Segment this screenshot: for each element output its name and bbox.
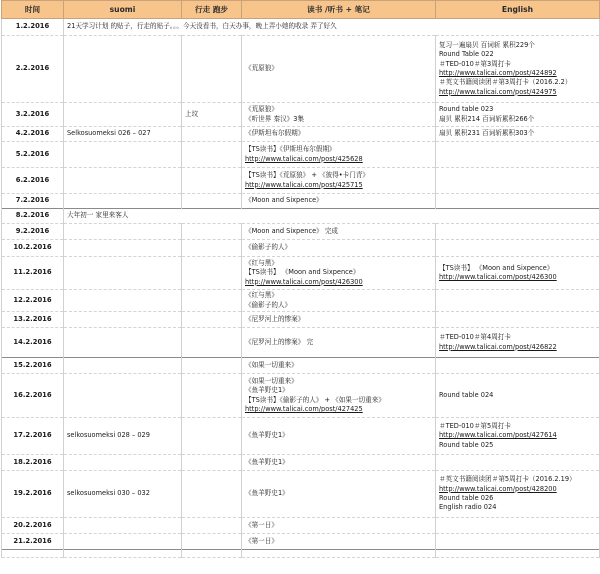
reading-cell[interactable] [242, 550, 436, 558]
english-cell[interactable] [436, 290, 600, 312]
reading-cell[interactable] [242, 328, 436, 358]
post-link[interactable]: http://www.talicai.com/post/428200 [439, 484, 557, 493]
table-row [2, 358, 600, 374]
post-link[interactable]: http://www.talicai.com/post/424892 [439, 69, 557, 77]
date-cell[interactable]: 20.2.2016 [2, 518, 64, 534]
date-cell[interactable]: 16.2.2016 [2, 374, 64, 418]
reading-cell[interactable] [242, 518, 436, 534]
cell-text: 《红与黑》 [245, 258, 278, 267]
table-row [2, 168, 600, 194]
cell-text: 《鱼羊野史1》 [245, 457, 289, 466]
reading-cell[interactable] [242, 240, 436, 257]
suomi-cell[interactable] [64, 36, 182, 103]
date-cell[interactable]: 12.2.2016 [2, 290, 64, 312]
suomi-cell[interactable] [64, 194, 182, 209]
cell-text: Round Table 022 [439, 50, 494, 59]
cell-text: Round table 024 [439, 390, 494, 399]
note-cell[interactable]: 21天学习计划 的贴子，行走的贴子。。。今天没看书，白天办事，晚上弄小她的收录 弄了好久 [64, 19, 600, 36]
date-cell[interactable]: 17.2.2016 [2, 418, 64, 455]
walk-run-cell[interactable] [182, 194, 242, 209]
suomi-cell[interactable] [64, 127, 182, 142]
cell-text: 《如果一切重来》 [245, 376, 298, 385]
english-cell[interactable] [436, 312, 600, 328]
cell-text: Round table 026 [439, 494, 494, 502]
reading-cell[interactable] [242, 224, 436, 240]
post-link[interactable]: http://www.talicai.com/post/426300 [439, 273, 557, 281]
header-reading-notes[interactable]: 读书 /听书 + 笔记 [242, 1, 436, 19]
cell-text: 【TS读书】《荒原狼》 + 《彼得•卡门青》 [245, 171, 370, 180]
cell-text: 《第一日》 [245, 536, 278, 545]
date-cell[interactable]: 9.2.2016 [2, 224, 64, 240]
cell-text: 扇贝 累积214 百词斩累积266个 [439, 114, 535, 123]
date-cell[interactable]: 11.2.2016 [2, 257, 64, 290]
english-cell[interactable] [436, 240, 600, 257]
reading-cell[interactable] [242, 36, 436, 103]
cell-text: 《鱼羊野史1》 [245, 431, 289, 440]
post-link[interactable]: http://www.talicai.com/post/424975 [439, 87, 557, 96]
walk-run-cell[interactable] [182, 127, 242, 142]
cell-text: Round table 025 [439, 440, 494, 449]
walk-run-cell[interactable] [182, 455, 242, 471]
table-row [2, 534, 600, 550]
walk-run-cell[interactable] [182, 534, 242, 550]
table-row [2, 19, 600, 36]
reading-cell[interactable] [242, 168, 436, 194]
reading-cell[interactable] [242, 374, 436, 418]
post-link[interactable]: http://www.talicai.com/post/425628 [245, 154, 363, 163]
cell-text: 《Moon and Sixpence》 [245, 196, 323, 205]
cell-text: 《荒原狼》 [245, 64, 278, 73]
english-cell[interactable] [436, 127, 600, 142]
cell-text: 【TS读书】《偷影子的人》 + 《如果一切重来》 [245, 395, 385, 404]
cell-text: selkosuomeksi 030 – 032 [67, 489, 150, 498]
header-suomi[interactable]: suomi [64, 1, 182, 19]
english-cell[interactable] [436, 418, 600, 455]
walk-run-cell[interactable] [182, 418, 242, 455]
english-cell[interactable] [436, 550, 600, 558]
date-cell[interactable]: 4.2.2016 [2, 127, 64, 142]
date-cell[interactable]: 3.2.2016 [2, 103, 64, 127]
cell-text: 《偷影子的人》 [245, 300, 292, 309]
walk-run-cell[interactable] [182, 103, 242, 127]
date-cell[interactable]: 7.2.2016 [2, 194, 64, 209]
walk-run-cell[interactable] [182, 518, 242, 534]
walk-run-cell[interactable] [182, 240, 242, 257]
table-row [2, 209, 600, 224]
reading-cell[interactable] [242, 194, 436, 209]
header-date[interactable]: 时间 [2, 1, 64, 19]
cell-text: ＃英文书籍阅读团＃第5周打卡（2016.2.19） [439, 475, 576, 484]
cell-text: English radio 024 [439, 503, 497, 512]
english-cell[interactable] [436, 374, 600, 418]
cell-text: 【TS读书】 《Moon and Sixpence》 [439, 263, 554, 272]
suomi-cell[interactable] [64, 358, 182, 374]
cell-text: 《如果一切重来》 [245, 360, 298, 369]
suomi-cell[interactable] [64, 257, 182, 290]
suomi-cell[interactable] [64, 240, 182, 257]
table-row [2, 290, 600, 312]
date-cell[interactable]: 19.2.2016 [2, 471, 64, 518]
reading-cell[interactable] [242, 103, 436, 127]
english-cell[interactable] [436, 328, 600, 358]
english-cell[interactable] [436, 36, 600, 103]
walk-run-cell[interactable] [182, 374, 242, 418]
english-cell[interactable] [436, 142, 600, 168]
walk-run-cell[interactable] [182, 290, 242, 312]
log-body [2, 19, 600, 558]
post-link[interactable]: http://www.talicai.com/post/427614 [439, 431, 557, 440]
table-row [2, 103, 600, 127]
cell-text: Selkosuomeksi 026 – 027 [67, 129, 151, 138]
post-link[interactable]: http://www.talicai.com/post/427425 [245, 404, 363, 413]
english-cell[interactable] [436, 471, 600, 518]
table-row [2, 455, 600, 471]
cell-text: ＃TED-010＃第5周打卡 [439, 421, 511, 430]
walk-run-cell[interactable] [182, 550, 242, 558]
suomi-cell[interactable] [64, 312, 182, 328]
header-walk-run[interactable]: 行走 跑步 [182, 1, 242, 19]
cell-text: selkosuomeksi 028 – 029 [67, 431, 150, 440]
english-cell[interactable] [436, 518, 600, 534]
english-cell[interactable] [436, 257, 600, 290]
cell-text: 《鱼羊野史1》 [245, 489, 289, 498]
reading-cell[interactable] [242, 127, 436, 142]
cell-text: ＃TED-010＃第3周打卡 [439, 59, 511, 68]
date-cell[interactable]: 1.2.2016 [2, 19, 64, 36]
cell-text: 《听世界 秦汉》3集 [245, 114, 305, 123]
suomi-cell[interactable] [64, 455, 182, 471]
table-row [2, 374, 600, 418]
header-row [2, 1, 600, 19]
table-row [2, 312, 600, 328]
note-cell[interactable]: 大年初一 家里来客人 [64, 209, 600, 224]
cell-text: 《荒原狼》 [245, 105, 278, 114]
suomi-cell[interactable] [64, 103, 182, 127]
date-cell[interactable] [2, 550, 64, 558]
date-cell[interactable]: 8.2.2016 [2, 209, 64, 224]
table-row [2, 224, 600, 240]
walk-run-cell[interactable] [182, 168, 242, 194]
cell-text: 《尼罗河上的惨案》 完 [245, 337, 314, 346]
date-cell[interactable]: 15.2.2016 [2, 358, 64, 374]
table-row [2, 550, 600, 558]
cell-text: 《Moon and Sixpence》 完成 [245, 226, 339, 235]
suomi-cell[interactable] [64, 518, 182, 534]
walk-run-cell[interactable] [182, 358, 242, 374]
date-cell[interactable]: 18.2.2016 [2, 455, 64, 471]
date-cell[interactable]: 6.2.2016 [2, 168, 64, 194]
walk-run-cell[interactable] [182, 328, 242, 358]
suomi-cell[interactable] [64, 290, 182, 312]
study-log-table [1, 0, 600, 558]
table-row [2, 418, 600, 455]
cell-text: ＃英文书籍阅读团＃第3周打卡（2016.2.2） [439, 78, 572, 87]
table-row [2, 257, 600, 290]
cell-text: 扇贝 累积231 百词斩累积303个 [439, 129, 535, 138]
cell-text: 《红与黑》 [245, 291, 278, 300]
suomi-cell[interactable] [64, 224, 182, 240]
cell-text: 【TS读书】 《Moon and Sixpence》 [245, 268, 360, 277]
reading-cell[interactable] [242, 471, 436, 518]
table-row [2, 518, 600, 534]
cell-text: 《尼罗河上的惨案》 [245, 314, 305, 323]
cell-text: 《偷影子的人》 [245, 243, 292, 252]
reading-cell[interactable] [242, 312, 436, 328]
walk-run-cell[interactable] [182, 312, 242, 328]
walk-run-cell[interactable] [182, 36, 242, 103]
reading-cell[interactable] [242, 418, 436, 455]
reading-cell[interactable] [242, 142, 436, 168]
english-cell[interactable] [436, 455, 600, 471]
cell-text: 《伊斯坦布尔假期》 [245, 129, 305, 138]
date-cell[interactable]: 10.2.2016 [2, 240, 64, 257]
date-cell[interactable]: 13.2.2016 [2, 312, 64, 328]
date-cell[interactable]: 14.2.2016 [2, 328, 64, 358]
table-row [2, 471, 600, 518]
suomi-cell[interactable] [64, 550, 182, 558]
reading-cell[interactable] [242, 257, 436, 290]
table-row [2, 328, 600, 358]
english-cell[interactable] [436, 534, 600, 550]
post-link[interactable]: http://www.talicai.com/post/426300 [245, 277, 363, 286]
post-link[interactable]: http://www.talicai.com/post/425715 [245, 180, 363, 189]
table-row [2, 127, 600, 142]
english-cell[interactable] [436, 194, 600, 209]
english-cell[interactable] [436, 103, 600, 127]
cell-text: Round table 023 [439, 105, 494, 114]
english-cell[interactable] [436, 358, 600, 374]
suomi-cell[interactable] [64, 142, 182, 168]
suomi-cell[interactable] [64, 328, 182, 358]
reading-cell[interactable] [242, 290, 436, 312]
cell-text: 【TS读书】《伊斯坦布尔假期》 [245, 145, 336, 154]
walk-run-cell[interactable] [182, 224, 242, 240]
suomi-cell[interactable] [64, 471, 182, 518]
date-cell[interactable]: 21.2.2016 [2, 534, 64, 550]
cell-text: 复习一遍扇贝 百词斩 累积229个 [439, 40, 535, 49]
walk-run-cell[interactable] [182, 257, 242, 290]
cell-text: 《鱼羊野史1》 [245, 386, 289, 395]
walk-run-cell[interactable] [182, 471, 242, 518]
english-cell[interactable] [436, 224, 600, 240]
date-cell[interactable]: 5.2.2016 [2, 142, 64, 168]
table-row [2, 194, 600, 209]
cell-text: 上坟 [185, 109, 199, 118]
reading-cell[interactable] [242, 534, 436, 550]
suomi-cell[interactable] [64, 374, 182, 418]
walk-run-cell[interactable] [182, 142, 242, 168]
suomi-cell[interactable] [64, 534, 182, 550]
english-cell[interactable] [436, 168, 600, 194]
table-row [2, 36, 600, 103]
suomi-cell[interactable] [64, 418, 182, 455]
date-cell[interactable]: 2.2.2016 [2, 36, 64, 103]
header-english[interactable]: English [436, 1, 600, 19]
table-row [2, 142, 600, 168]
cell-text: ＃TED-010＃第4周打卡 [439, 333, 511, 342]
table-row [2, 240, 600, 257]
reading-cell[interactable] [242, 455, 436, 471]
reading-cell[interactable] [242, 358, 436, 374]
cell-text: 《第一日》 [245, 520, 278, 529]
post-link[interactable]: http://www.talicai.com/post/426822 [439, 342, 557, 351]
suomi-cell[interactable] [64, 168, 182, 194]
